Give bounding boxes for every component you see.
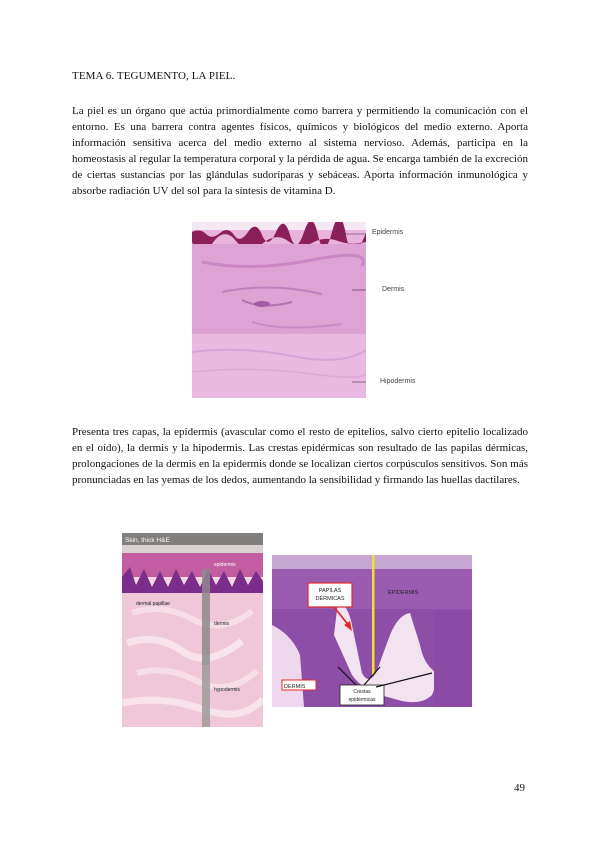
fig2-label-papillae: dermal papillae <box>136 601 170 607</box>
fig2-label-hypodermis: hypodermis <box>214 687 240 693</box>
fig3-label-dermis: DERMIS <box>284 684 306 690</box>
fig3-label-papilas-line2: DÉRMICAS <box>315 596 345 602</box>
fig3-label-papilas-line1: PAPILAS <box>318 588 342 594</box>
papillae-figure <box>272 555 472 707</box>
papillae-image <box>272 555 472 707</box>
label-hipodermis: Hipodermis <box>380 378 416 385</box>
thick-skin-figure <box>122 533 263 727</box>
fig2-label-epidermis: epidermis <box>214 562 236 568</box>
fig3-label-crestas-line1: Crestas <box>353 689 371 695</box>
skin-histology-figure <box>192 222 366 398</box>
label-epidermis: Epidermis <box>372 229 404 236</box>
thick-skin-image <box>122 533 263 727</box>
page-title: TEMA 6. TEGUMENTO, LA PIEL. <box>72 70 236 82</box>
fig2-title: Skin, thick H&E <box>125 537 170 544</box>
fig3-label-crestas-line2: epidérmicas <box>348 697 376 703</box>
layers-paragraph: Presenta tres capas, la epidermis (avascular como el resto de epitelios, salvo cierto epitelio localizado en el oído), la dermis y la hipodermis. Las crestas epidérmicas son resultado de las papilas dérmicas, prolongaciones de la dermis en la epidermis donde se localizan ciertos corpúsculos sensitivos. Son más pronunciadas en las yemas de los dedos, aumentando la sensibilidad y firmando las huellas dactilares. <box>72 426 528 486</box>
label-dermis: Dermis <box>382 286 405 293</box>
fig2-label-dermis: dermis <box>214 621 230 627</box>
intro-paragraph: La piel es un órgano que actúa primordialmente como barrera y permitiendo la comunicación con el entorno. Es una barrera contra agentes físicos, químicos y biológicos del medio externo. Aporta información sensitiva acerca del medio externo al sistema nervioso. Además, participa en la homeostasis al regular la temperatura corporal y la pérdida de agua. Se encarga también de la excreción de ciertas sustancias por las glándulas sudoríparas y sebáceas. Aporta información inmunológica y absorbe radiación UV del sol para la síntesis de vitamina D. <box>72 105 528 197</box>
page-number: 49 <box>514 782 525 794</box>
skin-histology-image <box>192 222 366 398</box>
fig3-label-epidermis: EPIDERMIS <box>388 590 419 596</box>
